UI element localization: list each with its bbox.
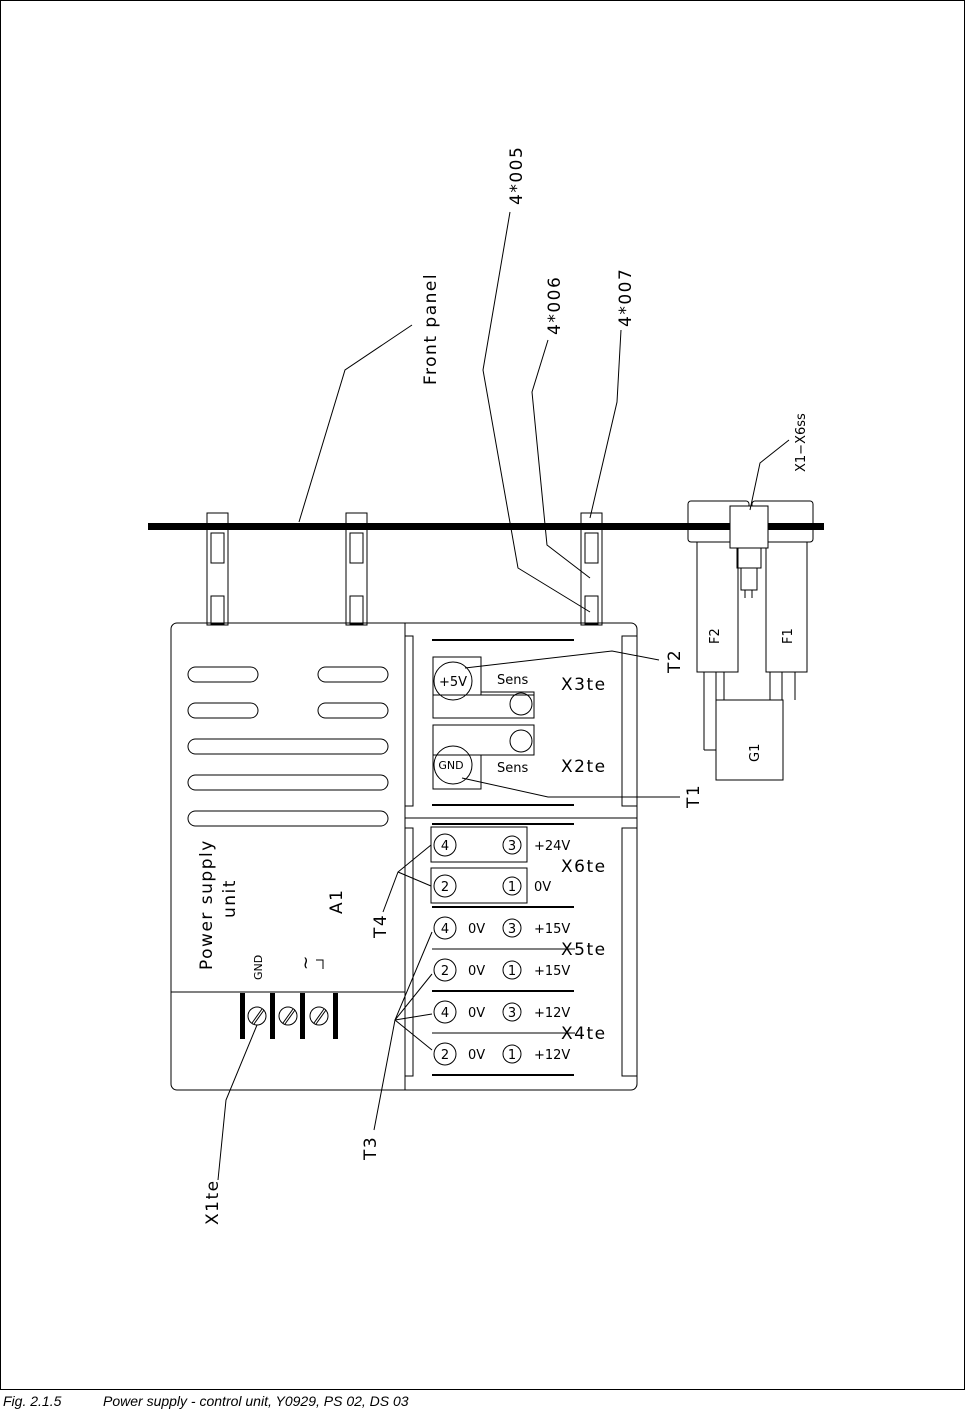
x5te-v2: 0V: [468, 964, 486, 979]
ac-terminal-mark: [316, 960, 323, 969]
x5te-v4: 0V: [468, 922, 486, 937]
x4te-v3: +12V: [534, 1006, 571, 1021]
part-4006-label: 4*006: [545, 275, 565, 335]
x2te-pin-label: GND: [438, 759, 464, 772]
x3te-sense-label: Sens: [497, 673, 529, 688]
connector-x2te: [433, 725, 534, 789]
t4-label: T4: [371, 913, 391, 938]
psu-title-line2: unit: [220, 879, 240, 918]
x5te-v1: +15V: [534, 964, 571, 979]
figure-caption: [3, 1393, 409, 1409]
x5te-pin4: 4: [440, 922, 450, 937]
a1-label: A1: [327, 888, 347, 914]
x4te-pin2: 2: [440, 1048, 450, 1063]
x2te-name: X2te: [561, 757, 607, 777]
part-4005-label: 4*005: [507, 145, 527, 205]
x5te-v3: +15V: [534, 922, 571, 937]
front-panel-label: Front panel: [421, 272, 441, 385]
x5te-pin2: 2: [440, 964, 450, 979]
x3te-name: X3te: [561, 675, 607, 695]
part-4007-label: 4*007: [616, 267, 636, 327]
x4te-v2: 0V: [468, 1048, 486, 1063]
t1-label: T1: [684, 783, 704, 808]
figure-title: Power supply - control unit, Y0929, PS 02, DS 03: [103, 1393, 409, 1409]
t3-label: T3: [361, 1135, 381, 1160]
x6te-pin3: 3: [507, 839, 517, 854]
x6te-pin2: 2: [440, 880, 450, 895]
x2te-sense-label: Sens: [497, 761, 529, 776]
figure-number: Fig. 2.1.5: [3, 1393, 62, 1409]
ac-terminal-label: ~: [296, 954, 316, 970]
t2-label: T2: [665, 648, 685, 673]
x6te-v3: +24V: [534, 839, 571, 854]
x5te-pin1: 1: [507, 964, 517, 979]
front-panel-bar: [148, 523, 824, 530]
psu-title-line1: Power supply: [197, 839, 217, 970]
x4te-v4: 0V: [468, 1006, 486, 1021]
x6te-name: X6te: [561, 857, 607, 877]
x4te-name: X4te: [561, 1024, 607, 1044]
x3te-pin-label: +5V: [438, 675, 468, 690]
fuse-g1: [704, 700, 783, 780]
x4te-pin4: 4: [440, 1006, 450, 1021]
fuse-f1-label: F1: [781, 628, 796, 644]
x4te-pin1: 1: [507, 1048, 517, 1063]
x6te-pin4: 4: [440, 839, 450, 854]
x1te-label: X1te: [203, 1179, 223, 1225]
fuse-g1-label: G1: [748, 743, 763, 762]
x4te-v1: +12V: [534, 1048, 571, 1063]
connector-x1-x6ss: [730, 506, 768, 598]
x6te-pin1: 1: [507, 880, 517, 895]
x5te-pin3: 3: [507, 922, 517, 937]
x5te-name: X5te: [561, 940, 607, 960]
fuse-f2-label: F2: [708, 628, 723, 644]
x6te-v1: 0V: [534, 880, 552, 895]
terminal-block-x1te: [240, 993, 338, 1039]
ventilation-slots: [188, 667, 388, 826]
x4te-pin3: 3: [507, 1006, 517, 1021]
x1-x6ss-label: X1−X6ss: [794, 413, 809, 472]
gnd-terminal-label: GND: [252, 954, 265, 980]
